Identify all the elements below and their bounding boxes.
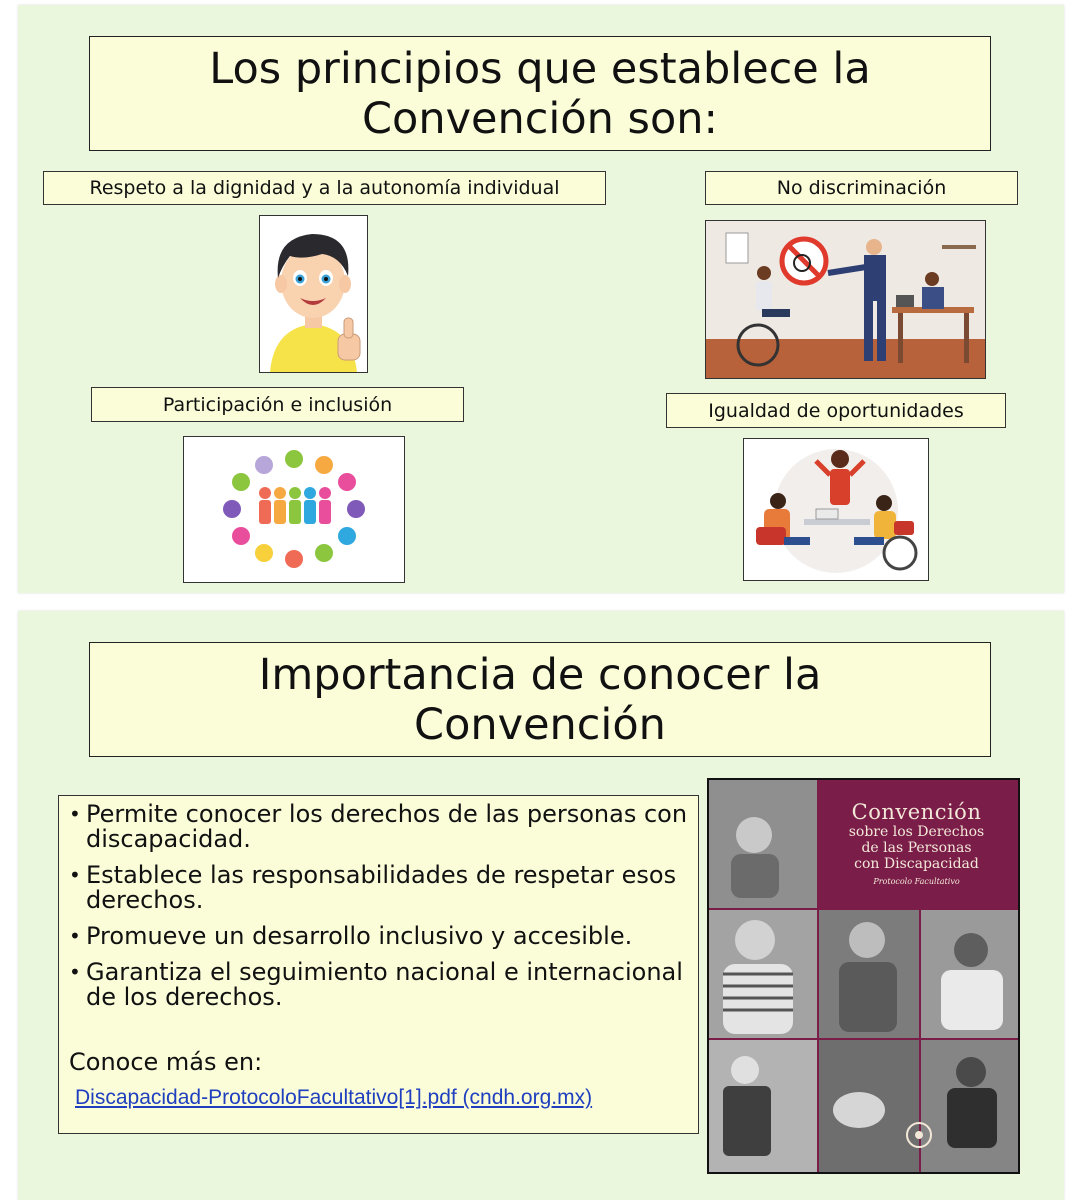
slide-importance [18,611,1064,1200]
learn-more-label: Conoce más en: [69,1048,263,1076]
principle-label-non-discrimination: No discriminación [705,171,1018,205]
slide-title: Importancia de conocer la Convención [89,642,991,757]
cover-subtitle-line: de las Personas [861,840,972,856]
boy-thumbs-up-icon [259,215,368,373]
no-discrimination-office-icon [705,220,986,379]
cover-title: Convención [851,800,982,824]
bullet-item: • Garantiza el seguimiento nacional e internacional de los derechos. [69,960,688,1010]
bullet-panel [58,795,699,1134]
bullet-item: • Promueve un desarrollo inclusivo y accesible. [69,924,688,949]
cover-title-block [824,800,1009,886]
slide-principles [18,5,1064,593]
people-circle-icon [183,436,405,583]
meeting-wheelchair-icon [743,438,929,581]
principle-label-participation: Participación e inclusión [91,387,464,422]
bullet-item: • Permite conocer los derechos de las personas con discapacidad. [69,802,688,852]
bullet-item: • Establece las responsabilidades de respetar esos derechos. [69,863,688,913]
pdf-link[interactable]: Discapacidad-ProtocoloFacultativo[1].pdf (cndh.org.mx) [75,1086,593,1109]
bullet-list [69,802,688,1010]
cover-protocol: Protocolo Facultativo [873,877,960,886]
slide-title: Los principios que establece la Convención son: [89,36,991,151]
cover-subtitle-line: sobre los Derechos [848,824,985,840]
cover-subtitle-line: con Discapacidad [854,856,979,872]
convention-cover-image [707,778,1020,1174]
principle-label-equality: Igualdad de oportunidades [666,393,1006,428]
principle-label-dignity: Respeto a la dignidad y a la autonomía individual [43,171,606,205]
